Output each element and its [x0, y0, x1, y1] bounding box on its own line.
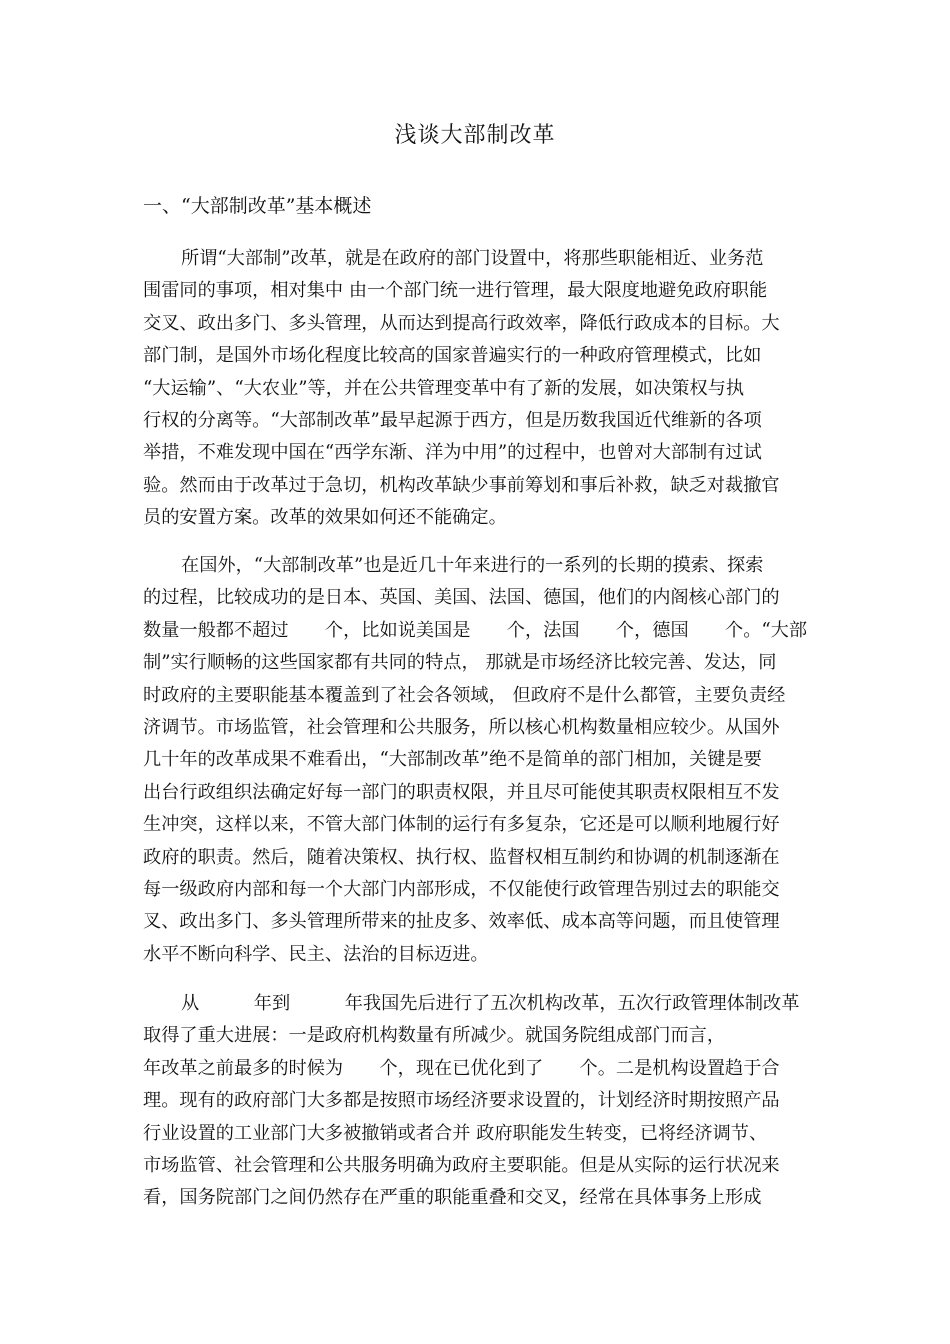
- paragraph-line: 验。然而由于改革过于急切，机构改革缺少事前筹划和事后补救，缺乏对裁撤官: [143, 474, 780, 496]
- paragraph-line: 出台行政组织法确定好每一部门的职责权限，并且尽可能使其职责权限相互不发: [143, 781, 780, 803]
- paragraph-line: 叉、政出多门、多头管理所带来的扯皮多、效率低、成本高等问题，而且使管理: [143, 911, 780, 933]
- paragraph-line: 部门制，是国外市场化程度比较高的国家普遍实行的一种政府管理模式，比如: [143, 345, 762, 367]
- paragraph-line: 的过程，比较成功的是日本、英国、美国、法国、德国，他们的内阁核心部门的: [143, 587, 780, 609]
- paragraph-line: 时政府的主要职能基本覆盖到了社会各领域， 但政府不是什么都管，主要负责经: [143, 684, 786, 706]
- paragraph-3: [143, 988, 843, 1215]
- paragraph-line: 从 年到 年我国先后进行了五次机构改革，五次行政管理体制改革: [181, 993, 800, 1014]
- paragraph-line: 市场监管、社会管理和公共服务明确为政府主要职能。但是从实际的运行状况来: [143, 1154, 780, 1176]
- paragraph-line: 举措，不难发现中国在“西学东渐、洋为中用”的过程中，也曾对大部制有过试: [143, 442, 762, 464]
- paragraph-line: 每一级政府内部和每一个大部门内部形成，不仅能使行政管理告别过去的职能交: [143, 878, 780, 900]
- section-heading: 一、“大部制改革”基本概述: [143, 195, 372, 217]
- paragraph-line: 行权的分离等。“大部制改革”最早起源于西方，但是历数我国近代维新的各项: [143, 409, 762, 431]
- paragraph-1: [143, 243, 843, 535]
- paragraph-line: 生冲突，这样以来，不管大部门体制的运行有多复杂，它还是可以顺利地履行好: [143, 814, 780, 836]
- paragraph-line: 所谓“大部制”改革，就是在政府的部门设置中，将那些职能相近、业务范: [181, 248, 764, 269]
- paragraph-line: 交叉、政出多门、多头管理，从而达到提高行政效率，降低行政成本的目标。大: [143, 312, 780, 334]
- paragraph-line: 水平不断向科学、民主、法治的目标迈进。: [143, 943, 489, 965]
- paragraph-line: 围雷同的事项，相对集中 由一个部门统一进行管理，最大限度地避免政府职能: [143, 280, 768, 302]
- paragraph-line: 员的安置方案。改革的效果如何还不能确定。: [143, 507, 507, 529]
- paragraph-line: 制”实行顺畅的这些国家都有共同的特点， 那就是市场经济比较完善、发达，同: [143, 652, 777, 674]
- paragraph-line: 年改革之前最多的时候为 个，现在已优化到了 个。二是机构设置趋于合: [143, 1057, 780, 1079]
- paragraph-line: 在国外，“大部制改革”也是近几十年来进行的一系列的长期的摸索、探索: [181, 555, 764, 576]
- paragraph-line: 政府的职责。然后，随着决策权、执行权、监督权相互制约和协调的机制逐渐在: [143, 846, 780, 868]
- paragraph-line: 几十年的改革成果不难看出，“大部制改革”绝不是简单的部门相加，关键是要: [143, 749, 762, 771]
- paragraph-line: 看，国务院部门之间仍然存在严重的职能重叠和交叉，经常在具体事务上形成: [143, 1187, 762, 1209]
- paragraph-line: 理。现有的政府部门大多都是按照市场经济要求设置的，计划经济时期按照产品: [143, 1090, 780, 1112]
- paragraph-line: 济调节。市场监管，社会管理和公共服务，所以核心机构数量相应较少。从国外: [143, 716, 780, 738]
- paragraph-line: 数量一般都不超过 个，比如说美国是 个，法国 个，德国 个。“大部: [143, 619, 808, 641]
- paragraph-2: [143, 550, 843, 971]
- document-title: 浅谈大部制改革: [394, 123, 556, 148]
- paragraph-line: 行业设置的工业部门大多被撤销或者合并 政府职能发生转变，已将经济调节、: [143, 1122, 768, 1144]
- paragraph-line: 取得了重大进展：一是政府机构数量有所减少。就国务院组成部门而言，: [143, 1025, 726, 1047]
- paragraph-line: “大运输”、“大农业”等，并在公共管理变革中有了新的发展，如决策权与执: [143, 377, 745, 399]
